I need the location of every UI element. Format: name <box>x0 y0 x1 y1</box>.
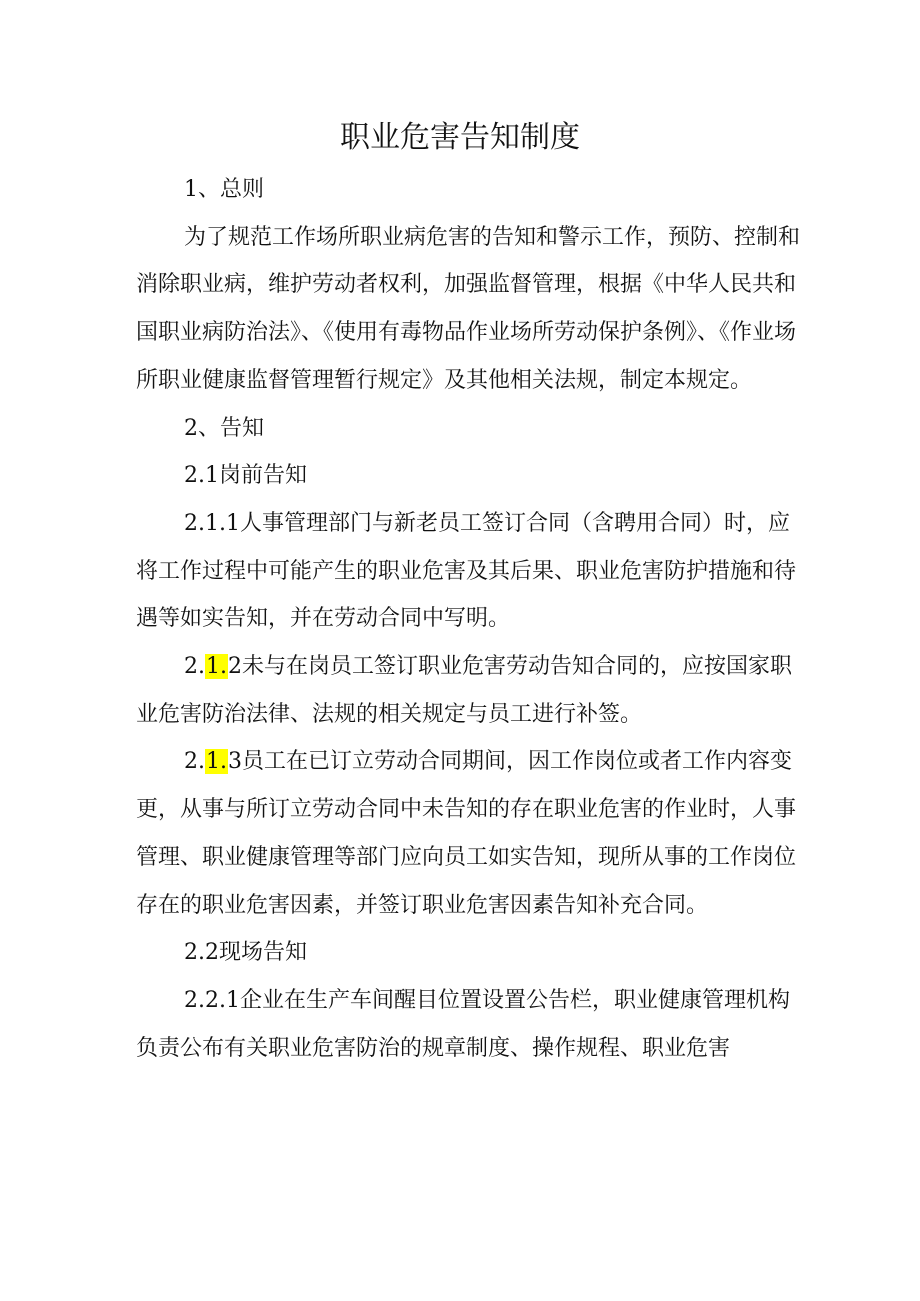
section-heading-general: 1、总则 <box>184 177 264 202</box>
subsection-heading-pre-job: 2.1岗前告知 <box>184 463 307 489</box>
clause-number-prefix: 2. <box>184 654 205 680</box>
clause-text: 2未与在岗员工签订职业危害劳动告知合同的，应按国家职业危害防治法律、法规的相关规定与员工进行补签。 <box>136 654 792 727</box>
document-title: 职业危害告知制度 <box>340 120 580 155</box>
highlighted-text: 1. <box>206 749 227 775</box>
highlighted-text: 1. <box>206 654 227 680</box>
section-heading-notification: 2、告知 <box>184 415 264 441</box>
clause-2-1-2 <box>136 643 800 738</box>
clause-text: 3员工在已订立劳动合同期间，因工作岗位或者工作内容变更，从事与所订立劳动合同中未告知的存在职业危害的作业时，人事管理、职业健康管理等部门应向员工如实告知，现所从事的工作岗位存在的职业危害因素，并签订职业危害因素告知补充合同。 <box>136 749 797 918</box>
clause-2-1-3 <box>136 738 800 929</box>
subsection-heading-on-site: 2.2现场告知 <box>184 940 307 966</box>
clause-number-prefix: 2. <box>184 749 205 775</box>
clause-2-1-1: 2.1.1人事管理部门与新老员工签订合同（含聘用合同）时，应将工作过程中可能产生的职业危害及其后果、职业危害防护措施和待遇等如实告知，并在劳动合同中写明。 <box>136 510 797 632</box>
document-body <box>136 166 800 1072</box>
clause-2-2-1: 2.2.1企业在生产车间醒目位置设置公告栏，职业健康管理机构负责公布有关职业危害防治的规章制度、操作规程、职业危害 <box>136 987 790 1061</box>
paragraph-purpose: 为了规范工作场所职业病危害的告知和警示工作，预防、控制和消除职业病，维护劳动者权利，加强监督管理，根据《中华人民共和国职业病防治法》、《使用有毒物品作业场所劳动保护条例》、《作业场所职业健康监督管理暂行规定》及其他相关法规，制定本规定。 <box>136 224 801 393</box>
